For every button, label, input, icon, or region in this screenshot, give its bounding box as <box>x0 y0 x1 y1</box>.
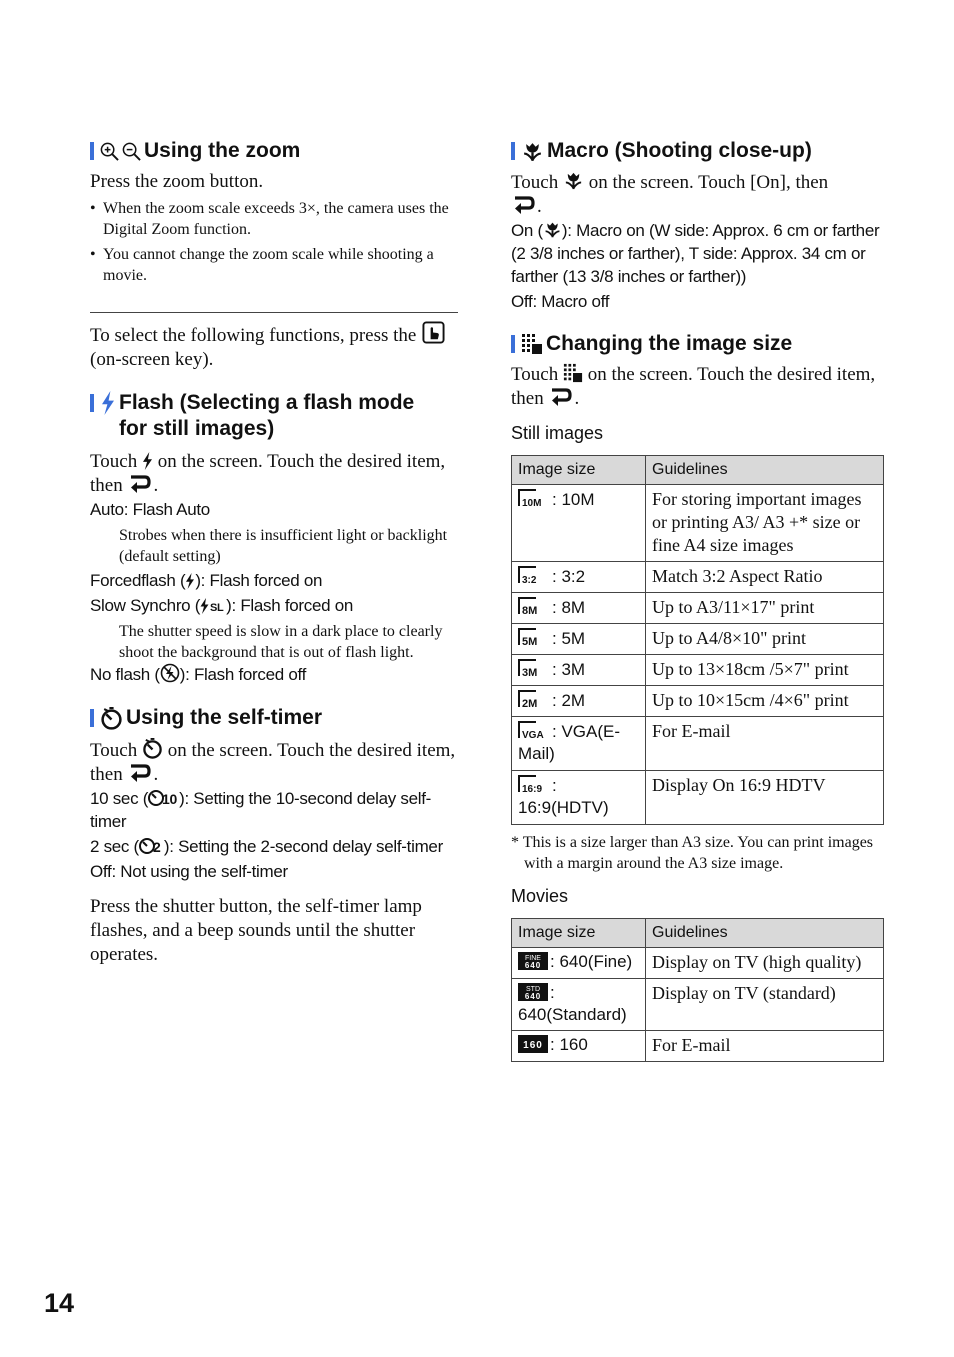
still-images-label: Still images <box>511 423 604 443</box>
svg-text:VGA: VGA <box>522 730 544 740</box>
return-icon <box>127 474 153 494</box>
image-size-cell <box>512 717 646 771</box>
image-size-value: : 8M <box>552 598 586 617</box>
guideline-cell: For storing important images or printing A3/ A3 +* size or fine A4 size images <box>646 485 884 562</box>
svg-text:640: 640 <box>524 992 542 1001</box>
image-size-icon <box>518 488 550 508</box>
guideline-cell: For E-mail <box>646 717 884 771</box>
flash-none: No flash ( ): Flash forced off <box>90 665 307 684</box>
column-header: Guidelines <box>646 919 884 948</box>
svg-text:10M: 10M <box>522 498 542 508</box>
guideline-cell: Display On 16:9 HDTV <box>646 771 884 825</box>
image-size-heading <box>511 331 883 357</box>
guideline-cell: Match 3:2 Aspect Ratio <box>646 562 884 593</box>
image-size-icon <box>518 596 550 616</box>
self-timer-heading <box>90 705 458 731</box>
movie-size-icon <box>518 1035 548 1053</box>
guideline-cell: Display on TV (high quality) <box>646 948 884 979</box>
image-size-cell <box>512 485 646 562</box>
return-icon <box>548 387 574 407</box>
movie-size-icon <box>518 983 548 1001</box>
movies-table <box>511 918 884 1062</box>
divider <box>90 312 458 313</box>
macro-on: On ( ): Macro on (W side: Approx. 6 cm or farther (2 3/8 inches or farther), T side: Approx. 34 cm or farther (13 3/8 inches or farther)) <box>511 221 880 286</box>
on-screen-key-icon <box>421 321 446 344</box>
image-size-title: Changing the image size <box>546 332 793 355</box>
macro-icon <box>563 170 584 191</box>
svg-text:160: 160 <box>523 1040 543 1051</box>
table-row <box>512 593 884 624</box>
column-header: Image size <box>512 456 646 485</box>
macro-title: Macro (Shooting close-up) <box>547 139 812 162</box>
slow-synchro-icon <box>200 598 226 614</box>
zoom-title: Using the zoom <box>144 139 301 162</box>
image-size-cell <box>512 562 646 593</box>
flash-heading <box>90 390 458 442</box>
column-header: Guidelines <box>646 456 884 485</box>
self-timer-off: Off: Not using the self-timer <box>90 862 288 881</box>
table-row <box>512 771 884 825</box>
image-size-cell <box>512 624 646 655</box>
select-functions-text: To select the following functions, press the (on-screen key). <box>90 321 458 372</box>
timer-2-icon <box>139 836 164 855</box>
flash-forced: Forcedflash ( ): Flash forced on <box>90 571 323 590</box>
table-header-row <box>512 919 884 948</box>
table-row <box>512 686 884 717</box>
self-timer-icon <box>142 738 163 759</box>
svg-text:10: 10 <box>162 791 178 807</box>
svg-text:2M: 2M <box>522 698 538 709</box>
flash-auto-desc: Strobes when there is insufficient light or backlight (default setting) <box>119 527 448 565</box>
page-number: 14 <box>44 1288 75 1318</box>
zoom-note: • When the zoom scale exceeds 3×, the camera uses the Digital Zoom function. <box>90 198 458 240</box>
flash-slow-desc: The shutter speed is slow in a dark place to clearly shoot the background that is out of flash light. <box>119 623 443 661</box>
flash-icon <box>100 390 116 416</box>
macro-heading <box>511 138 883 164</box>
table-row <box>512 655 884 686</box>
svg-text:3:2: 3:2 <box>522 575 537 585</box>
movie-size-cell <box>512 948 646 979</box>
svg-text:8M: 8M <box>522 605 538 616</box>
image-size-instructions: Touch on the screen. Touch the desired item, then . <box>511 364 876 409</box>
image-size-value: : 2M <box>552 691 586 710</box>
zoom-notes <box>90 198 458 286</box>
image-size-value: : 3M <box>552 660 586 679</box>
image-size-value: : 3:2 <box>552 567 586 586</box>
return-icon <box>127 763 153 783</box>
image-size-value: : 10M <box>552 490 595 509</box>
right-column <box>511 138 883 1062</box>
svg-text:5M: 5M <box>522 636 538 647</box>
guideline-cell: Up to 13×18cm /5×7" print <box>646 655 884 686</box>
image-size-cell <box>512 655 646 686</box>
image-size-cell <box>512 593 646 624</box>
image-size-icon <box>518 720 550 740</box>
self-timer-press: Press the shutter button, the self-timer lamp flashes, and a beep sounds until the shutter operates. <box>90 896 422 965</box>
image-size-icon <box>521 331 543 357</box>
flash-title: Flash (Selecting a flash mode <box>119 391 415 414</box>
movie-size-value: : 160 <box>550 1035 588 1054</box>
image-size-value: : 5M <box>552 629 586 648</box>
image-size-cell <box>512 771 646 825</box>
column-header: Image size <box>512 919 646 948</box>
movie-size-cell <box>512 979 646 1031</box>
accent-bar <box>90 142 94 160</box>
guideline-cell: Up to A3/11×17" print <box>646 593 884 624</box>
guideline-cell: Up to 10×15cm /4×6" print <box>646 686 884 717</box>
table-row <box>512 979 884 1031</box>
svg-text:STD: STD <box>526 986 540 993</box>
movie-size-value: : 640(Standard) <box>518 983 627 1024</box>
image-size-icon <box>518 774 550 794</box>
svg-text:FINE: FINE <box>525 955 541 962</box>
svg-text:SL: SL <box>210 602 224 614</box>
table-row <box>512 948 884 979</box>
still-images-body <box>512 485 884 825</box>
flash-title-line2: for still images) <box>119 417 275 440</box>
size-footnote: * This is a size larger than A3 size. You can print images with a margin around the A3 size image. <box>511 834 874 872</box>
movies-label: Movies <box>511 886 569 906</box>
macro-icon <box>521 138 544 164</box>
accent-bar <box>511 335 515 353</box>
image-size-icon <box>518 565 550 585</box>
accent-bar <box>511 142 515 160</box>
svg-text:2: 2 <box>152 839 161 855</box>
movies-body <box>512 948 884 1062</box>
self-timer-icon <box>100 705 123 731</box>
guideline-cell: Up to A4/8×10" print <box>646 624 884 655</box>
table-row <box>512 562 884 593</box>
self-timer-2sec: 2 sec ( 2 ): Setting the 2-second delay self-timer <box>90 837 443 856</box>
flash-instructions: Touch on the screen. Touch the desired item, then . <box>90 451 446 496</box>
image-size-icon <box>518 689 550 709</box>
zoom-intro: Press the zoom button. <box>90 171 264 192</box>
self-timer-title: Using the self-timer <box>126 706 323 729</box>
movie-size-value: : 640(Fine) <box>550 952 633 971</box>
image-size-icon <box>518 658 550 678</box>
table-header-row <box>512 456 884 485</box>
left-column <box>90 138 458 967</box>
image-size-cell <box>512 686 646 717</box>
svg-text:16:9: 16:9 <box>522 784 543 794</box>
flash-slow-synchro: Slow Synchro ( SL ): Flash forced on <box>90 596 354 615</box>
macro-instructions: Touch on the screen. Touch [On], then . <box>511 172 829 217</box>
accent-bar <box>90 394 94 412</box>
flash-auto: Auto: Flash Auto <box>90 500 210 519</box>
self-timer-instructions: Touch on the screen. Touch the desired item, then . <box>90 740 456 785</box>
macro-icon <box>543 220 562 239</box>
image-size-value: : VGA(E-Mail) <box>518 722 621 763</box>
accent-bar <box>90 709 94 727</box>
flash-icon <box>142 452 153 470</box>
movie-size-icon <box>518 952 548 970</box>
still-images-table <box>511 455 884 825</box>
self-timer-10sec: 10 sec ( 10 ): Setting the 10-second delay self-timer <box>90 789 431 831</box>
image-size-value: : 16:9(HDTV) <box>518 776 609 817</box>
svg-text:640: 640 <box>524 961 542 970</box>
image-size-icon <box>563 363 583 383</box>
timer-10-icon <box>148 788 179 807</box>
svg-text:3M: 3M <box>522 667 538 678</box>
zoom-heading <box>90 138 458 164</box>
zoom-out-icon <box>122 138 141 164</box>
movie-size-cell <box>512 1031 646 1062</box>
no-flash-icon <box>160 663 180 683</box>
zoom-in-icon <box>100 138 119 164</box>
return-icon <box>511 195 537 215</box>
zoom-note: • You cannot change the zoom scale while shooting a movie. <box>90 244 458 286</box>
table-row <box>512 1031 884 1062</box>
table-row <box>512 624 884 655</box>
flash-icon <box>185 573 195 589</box>
guideline-cell: For E-mail <box>646 1031 884 1062</box>
table-row <box>512 485 884 562</box>
guideline-cell: Display on TV (standard) <box>646 979 884 1031</box>
table-row <box>512 717 884 771</box>
image-size-icon <box>518 627 550 647</box>
macro-off: Off: Macro off <box>511 292 610 311</box>
